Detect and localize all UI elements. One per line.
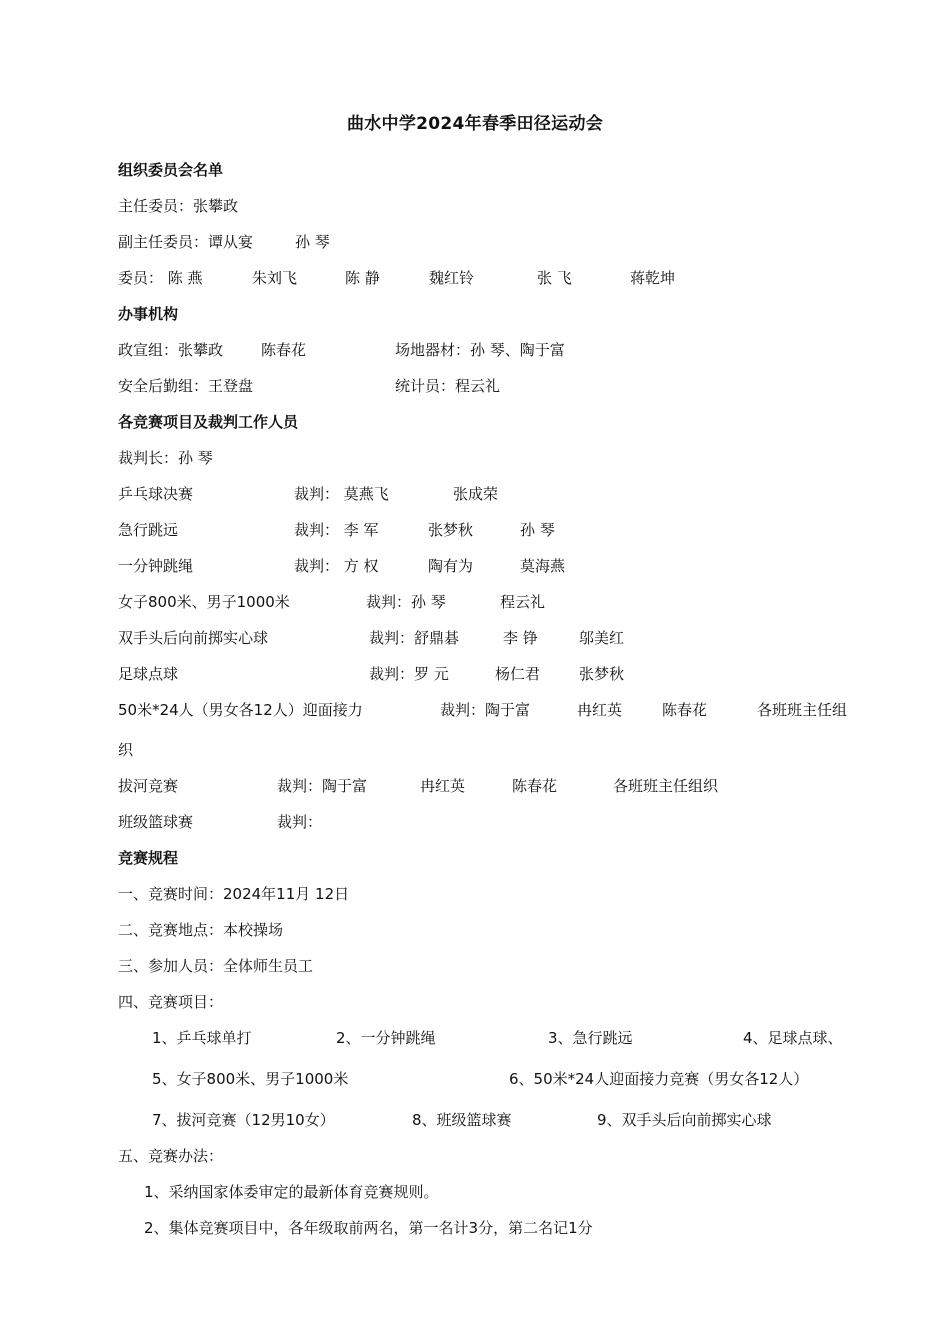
office-row-2 [0, 375, 950, 397]
rules-venue: 二、竞赛地点：本校操场 [118, 921, 284, 939]
rules-item: 4、足球点球、 [743, 1029, 843, 1047]
event-row [0, 555, 950, 577]
event-judge: 裁判：罗 元 [369, 665, 449, 683]
event-judge: 裁判：陶于富 [440, 701, 531, 719]
rules-heading: 竞赛规程 [118, 849, 179, 867]
event-judge: 裁判： [277, 813, 323, 831]
member-6: 蒋乾坤 [630, 269, 676, 287]
event-judge: 程云礼 [500, 593, 546, 611]
event-judge: 裁判：舒鼎碁 [369, 629, 460, 647]
member-2: 朱刘飞 [252, 269, 298, 287]
rules-items-row [0, 1068, 950, 1090]
event-name: 急行跳远 [118, 521, 179, 539]
office-cell: 陈春花 [261, 341, 307, 359]
member-5: 张 飞 [537, 269, 572, 287]
member-4: 魏红铃 [429, 269, 475, 287]
event-name: 双手头后向前掷实心球 [118, 629, 269, 647]
rules-items-row [0, 1109, 950, 1131]
rules-item: 9、双手头后向前掷实心球 [597, 1111, 772, 1129]
event-name: 足球点球 [118, 665, 179, 683]
rules-items-heading: 四、竞赛项目： [118, 993, 224, 1011]
event-judge: 孙 琴 [520, 521, 555, 539]
member-1: 委员： 陈 燕 [118, 269, 203, 287]
event-name-continued: 织 [118, 741, 134, 759]
member-3: 陈 静 [345, 269, 380, 287]
vice-director-line [0, 231, 950, 253]
document-title: 曲水中学2024年春季田径运动会 [346, 114, 604, 134]
rules-participants: 三、参加人员：全体师生员工 [118, 957, 314, 975]
office-heading: 办事机构 [118, 305, 179, 323]
event-judge: 邬美红 [579, 629, 625, 647]
event-name: 一分钟跳绳 [118, 557, 194, 575]
committee-heading: 组织委员会名单 [118, 161, 224, 179]
event-row [0, 811, 950, 833]
event-name: 班级篮球赛 [118, 813, 194, 831]
office-cell: 统计员：程云礼 [395, 377, 501, 395]
office-row-1 [0, 339, 950, 361]
event-row [0, 591, 950, 613]
vice-director-1: 副主任委员：谭从宴 [118, 233, 254, 251]
event-judge: 各班班主任组 [757, 701, 848, 719]
vice-director-2: 孙 琴 [295, 233, 330, 251]
rules-item: 6、50米*24人迎面接力竞赛（男女各12人） [509, 1070, 809, 1088]
event-judge: 张梦秋 [428, 521, 474, 539]
rules-item: 1、乒乓球单打 [152, 1029, 252, 1047]
event-name: 女子800米、男子1000米 [118, 593, 290, 611]
event-row [0, 663, 950, 685]
event-row [0, 775, 950, 797]
event-judge: 裁判： 方 权 [294, 557, 379, 575]
rules-method-2: 2、集体竞赛项目中，各年级取前两名，第一名计3分，第二名记1分 [144, 1219, 593, 1237]
event-judge: 冉红英 [420, 777, 466, 795]
events-heading: 各竞赛项目及裁判工作人员 [118, 413, 299, 431]
director-line: 主任委员：张攀政 [118, 197, 239, 215]
office-cell: 政宣组：张攀政 [118, 341, 224, 359]
event-row [0, 519, 950, 541]
event-judge: 陈春花 [512, 777, 558, 795]
members-line [0, 267, 950, 289]
rules-item: 2、一分钟跳绳 [336, 1029, 436, 1047]
office-cell: 场地器材：孙 琴、陶于富 [395, 341, 565, 359]
event-name: 乒乓球决赛 [118, 485, 194, 503]
rules-method-1: 1、采纳国家体委审定的最新体育竞赛规则。 [144, 1183, 439, 1201]
event-judge: 张成荣 [453, 485, 499, 503]
event-name: 拔河竞赛 [118, 777, 179, 795]
chief-judge-line: 裁判长：孙 琴 [118, 449, 213, 467]
event-judge: 陈春花 [662, 701, 708, 719]
rules-time: 一、竞赛时间：2024年11月 12日 [118, 885, 350, 903]
event-row [0, 483, 950, 505]
event-judge: 裁判：孙 琴 [366, 593, 446, 611]
event-judge: 张梦秋 [579, 665, 625, 683]
event-judge: 莫海燕 [520, 557, 566, 575]
event-row-wrap [0, 739, 950, 761]
event-judge: 裁判：陶于富 [277, 777, 368, 795]
rules-item: 8、班级篮球赛 [412, 1111, 512, 1129]
rules-item: 5、女子800米、男子1000米 [152, 1070, 349, 1088]
event-judge: 杨仁君 [495, 665, 541, 683]
event-row [0, 699, 950, 721]
event-judge: 各班班主任组织 [613, 777, 719, 795]
event-row [0, 627, 950, 649]
rules-method-heading: 五、竞赛办法： [118, 1147, 224, 1165]
event-judge: 李 铮 [503, 629, 538, 647]
event-judge: 冉红英 [577, 701, 623, 719]
rules-item: 7、拔河竞赛（12男10女） [152, 1111, 335, 1129]
event-judge: 裁判： 莫燕飞 [294, 485, 389, 503]
event-judge: 陶有为 [428, 557, 474, 575]
event-name: 50米*24人（男女各12人）迎面接力 [118, 701, 363, 719]
rules-item: 3、急行跳远 [548, 1029, 633, 1047]
event-judge: 裁判： 李 军 [294, 521, 379, 539]
office-cell: 安全后勤组：王登盘 [118, 377, 254, 395]
rules-items-row [0, 1027, 950, 1049]
